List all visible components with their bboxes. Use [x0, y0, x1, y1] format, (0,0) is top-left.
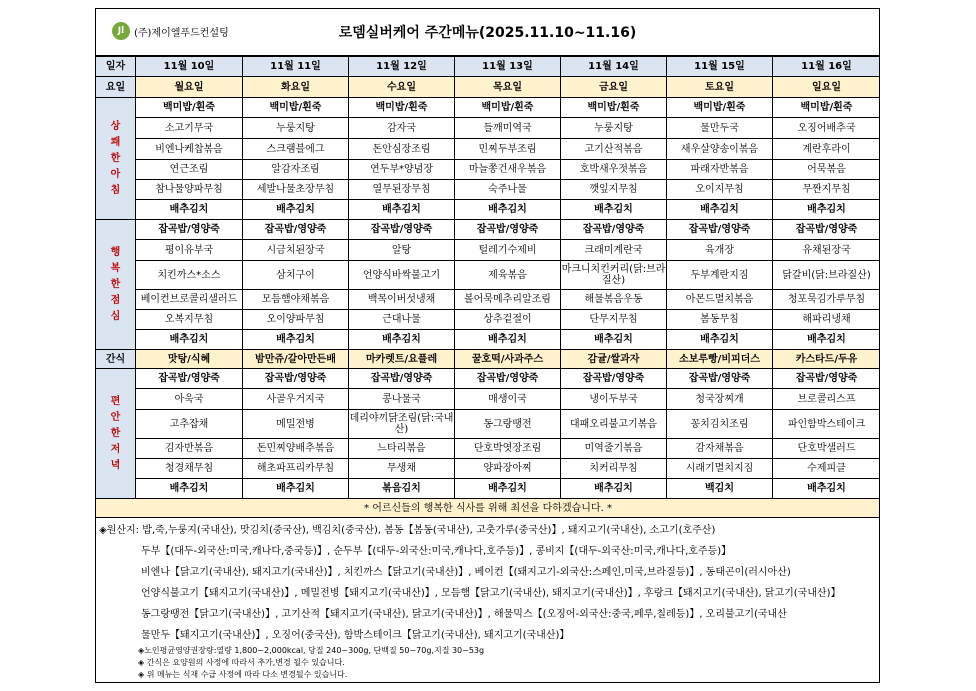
menu-item: 제육볶음 — [455, 261, 561, 290]
menu-item: 물만두국 — [667, 118, 773, 139]
menu-item: 누룽지탕 — [243, 118, 349, 139]
menu-item: 새우살양송이볶음 — [667, 139, 773, 160]
snack-cell: 밤만쥬/갈아만든배 — [243, 350, 349, 369]
menu-item: 김자반볶음 — [136, 439, 243, 459]
menu-item: 고추잡채 — [136, 410, 243, 439]
menu-item: 잡곡밥/영양죽 — [349, 369, 455, 389]
menu-item: 청포묵김가루무침 — [773, 290, 881, 310]
footnotes — [96, 645, 879, 681]
date-cell: 11월 15일 — [667, 57, 773, 77]
menu-item: 배추김치 — [243, 330, 349, 350]
menu-item: 평이유부국 — [136, 240, 243, 261]
menu-item: 해물볶음우동 — [561, 290, 667, 310]
menu-item: 백목이버섯냉채 — [349, 290, 455, 310]
menu-item: 돈안심장조림 — [349, 139, 455, 160]
snack-cell: 감귤/쌀과자 — [561, 350, 667, 369]
snack-cell: 소보루빵/비피더스 — [667, 350, 773, 369]
menu-item: 치킨까스*소스 — [136, 261, 243, 290]
date-cell: 11월 10일 — [136, 57, 243, 77]
menu-item: 잡곡밥/영양죽 — [667, 220, 773, 240]
menu-item: 잡곡밥/영양죽 — [455, 369, 561, 389]
menu-item: 잡곡밥/영양죽 — [667, 369, 773, 389]
menu-item: 마늘쫑건새우볶음 — [455, 160, 561, 180]
menu-item: 닭갈비(닭:브라질산) — [773, 261, 881, 290]
menu-item: 매생이국 — [455, 389, 561, 410]
meal-row — [96, 410, 881, 439]
meal-row — [96, 180, 881, 200]
menu-item: 배추김치 — [136, 200, 243, 220]
menu-item: 잡곡밥/영양죽 — [561, 220, 667, 240]
menu-item: 단무지무침 — [561, 310, 667, 330]
menu-item: 배추김치 — [561, 200, 667, 220]
note-row — [96, 499, 881, 518]
menu-item: 언양식바싹불고기 — [349, 261, 455, 290]
menu-item: 오이지무침 — [667, 180, 773, 200]
menu-item: 배추김치 — [455, 200, 561, 220]
snack-cell: 마카렛트/요플레 — [349, 350, 455, 369]
menu-item: 연두부*양념장 — [349, 160, 455, 180]
menu-item: 배추김치 — [773, 479, 881, 499]
menu-item: 청경채무침 — [136, 459, 243, 479]
menu-item: 근대나물 — [349, 310, 455, 330]
menu-item: 비엔나케찹볶음 — [136, 139, 243, 160]
menu-item: 백미밥/흰죽 — [773, 98, 881, 118]
menu-item: 배추김치 — [667, 200, 773, 220]
menu-item: 배추김치 — [667, 330, 773, 350]
menu-item: 배추김치 — [136, 479, 243, 499]
meal-row — [96, 98, 881, 118]
leaf-logo-icon: Jl — [112, 22, 130, 40]
footnote: ◈ 간식은 요양원의 사정에 따라서 추가,변경 될수 있습니다. — [138, 658, 345, 667]
menu-item: 해파리냉채 — [773, 310, 881, 330]
menu-item: 무짠지무침 — [773, 180, 881, 200]
menu-item: 베이컨브로콜리샐러드 — [136, 290, 243, 310]
menu-item: 백미밥/흰죽 — [561, 98, 667, 118]
menu-item: 유채된장국 — [773, 240, 881, 261]
menu-item: 육개장 — [667, 240, 773, 261]
menu-item: 털레기수제비 — [455, 240, 561, 261]
menu-item: 콩나물국 — [349, 389, 455, 410]
footnote: ◈노인평균영양권장량:열량 1,800~2,000kcal, 당질 240~300g, 단백질 50~70g,지질 30~53g — [138, 646, 485, 655]
meal-row — [96, 220, 881, 240]
menu-item: 모듬햄야채볶음 — [243, 290, 349, 310]
meal-row — [96, 160, 881, 180]
menu-item: 봄동무침 — [667, 310, 773, 330]
menu-item: 오이양파무침 — [243, 310, 349, 330]
menu-item: 배추김치 — [349, 330, 455, 350]
menu-item: 아욱국 — [136, 389, 243, 410]
menu-item: 두부계란지짐 — [667, 261, 773, 290]
menu-item: 오복지무침 — [136, 310, 243, 330]
menu-item: 브로콜리스프 — [773, 389, 881, 410]
meal-row — [96, 200, 881, 220]
menu-item: 배추김치 — [243, 200, 349, 220]
menu-item: 잡곡밥/영양죽 — [561, 369, 667, 389]
snack-cell: 꿀호떡/사과주스 — [455, 350, 561, 369]
origin-line: 물만두【돼지고기(국내산)】, 오징어(중국산), 함박스테이크【닭고기(국내산), 돼지고기(국내산)】 — [141, 630, 570, 641]
menu-item: 해초파프리카무침 — [243, 459, 349, 479]
menu-item: 대패오리불고기볶음 — [561, 410, 667, 439]
menu-item: 들깨미역국 — [455, 118, 561, 139]
weekday-cell: 수요일 — [349, 77, 455, 98]
sheet-header — [96, 9, 879, 56]
menu-item: 청국장찌개 — [667, 389, 773, 410]
menu-item: 배추김치 — [136, 330, 243, 350]
date-cell: 11월 11일 — [243, 57, 349, 77]
weekday-cell: 금요일 — [561, 77, 667, 98]
meal-label: 편안한저녁 — [96, 369, 136, 499]
meal-row — [96, 439, 881, 459]
weekly-menu-table — [95, 56, 880, 518]
weekday-cell: 일요일 — [773, 77, 881, 98]
menu-item: 메밀전병 — [243, 410, 349, 439]
date-row — [96, 57, 881, 77]
origin-info — [96, 520, 879, 646]
menu-item: 시래기멸치지짐 — [667, 459, 773, 479]
menu-item: 감자국 — [349, 118, 455, 139]
menu-item: 배추김치 — [455, 479, 561, 499]
menu-item: 백미밥/흰죽 — [667, 98, 773, 118]
menu-item: 잡곡밥/영양죽 — [455, 220, 561, 240]
origin-line: 동그랑땡전【닭고기(국내산)】, 고기산적【돼지고기(국내산), 닭고기(국내산)】, 해물믹스【(오징어-외국산:중국,페루,칠레등)】, 오리불고기(국내산 — [141, 609, 787, 620]
menu-item: 단호박샐러드 — [773, 439, 881, 459]
origin-line: 두부【(대두-외국산:미국,캐나다,중국등)】, 순두부【(대두-외국산:미국,캐나다,호주등)】, 콩비지【(대두-외국산:미국,캐나다,호주등)】 — [141, 546, 732, 557]
menu-item: 열무된장무침 — [349, 180, 455, 200]
menu-item: 사골우거지국 — [243, 389, 349, 410]
menu-item: 배추김치 — [349, 200, 455, 220]
menu-item: 누룽지탕 — [561, 118, 667, 139]
menu-item: 수제피클 — [773, 459, 881, 479]
menu-item: 연근조림 — [136, 160, 243, 180]
date-cell: 11월 16일 — [773, 57, 881, 77]
meal-row — [96, 330, 881, 350]
meal-row — [96, 459, 881, 479]
menu-item: 알탕 — [349, 240, 455, 261]
meal-row — [96, 290, 881, 310]
menu-item: 파인함박스테이크 — [773, 410, 881, 439]
menu-item: 배추김치 — [243, 479, 349, 499]
menu-item: 꽁치김치조림 — [667, 410, 773, 439]
menu-item: 소고기무국 — [136, 118, 243, 139]
weekday-cell: 토요일 — [667, 77, 773, 98]
menu-item: 백미밥/흰죽 — [349, 98, 455, 118]
date-cell: 11월 13일 — [455, 57, 561, 77]
menu-item: 백김치 — [667, 479, 773, 499]
meal-label: 행복한점심 — [96, 220, 136, 350]
meal-row — [96, 139, 881, 160]
menu-item: 배추김치 — [561, 479, 667, 499]
snack-cell: 카스타드/두유 — [773, 350, 881, 369]
footnote: ◈ 위 메뉴는 식재 수급 사정에 따라 다소 변경될수 있습니다. — [138, 670, 348, 679]
menu-item: 삼치구이 — [243, 261, 349, 290]
meal-row — [96, 261, 881, 290]
menu-item: 무생채 — [349, 459, 455, 479]
meal-row — [96, 240, 881, 261]
date-cell: 11월 12일 — [349, 57, 455, 77]
page-title: 로뎀실버케어 주간메뉴(2025.11.10~11.16) — [338, 25, 637, 41]
menu-item: 배추김치 — [455, 330, 561, 350]
menu-item: 돈민찌양배추볶음 — [243, 439, 349, 459]
menu-item: 숙주나물 — [455, 180, 561, 200]
menu-item: 상추겉절이 — [455, 310, 561, 330]
menu-item: 스크램블에그 — [243, 139, 349, 160]
snack-cell: 맛탕/식혜 — [136, 350, 243, 369]
menu-item: 알감자조림 — [243, 160, 349, 180]
menu-item: 양파장아찌 — [455, 459, 561, 479]
menu-item: 치커리무침 — [561, 459, 667, 479]
closing-note: * 어르신들의 행복한 식사를 위해 최선을 다하겠습니다. * — [96, 499, 881, 518]
menu-item: 시금치된장국 — [243, 240, 349, 261]
weekday-row — [96, 77, 881, 98]
snack-row — [96, 350, 881, 369]
snack-label: 간식 — [96, 350, 136, 369]
menu-item: 백미밥/흰죽 — [136, 98, 243, 118]
meal-row — [96, 389, 881, 410]
meal-row — [96, 479, 881, 499]
menu-item: 호박새우젓볶음 — [561, 160, 667, 180]
menu-item: 잡곡밥/영양죽 — [349, 220, 455, 240]
weekday-cell: 월요일 — [136, 77, 243, 98]
menu-item: 백미밥/흰죽 — [243, 98, 349, 118]
menu-item: 크래미계란국 — [561, 240, 667, 261]
menu-item: 잡곡밥/영양죽 — [136, 220, 243, 240]
menu-item: 깻잎지무침 — [561, 180, 667, 200]
weekday-cell: 목요일 — [455, 77, 561, 98]
menu-item: 단호박엿장조림 — [455, 439, 561, 459]
menu-item: 볼어묵메추리알조림 — [455, 290, 561, 310]
menu-item: 배추김치 — [773, 200, 881, 220]
menu-item: 냉이두부국 — [561, 389, 667, 410]
menu-item: 잡곡밥/영양죽 — [136, 369, 243, 389]
menu-item: 참나물양파무침 — [136, 180, 243, 200]
origin-line: 언양식불고기【돼지고기(국내산)】, 메밀전병【돼지고기(국내산)】, 모듬햄【닭고기(국내산), 돼지고기(국내산)】, 후랑크【돼지고기(국내산), 닭고기(국내산)】 — [141, 588, 841, 599]
menu-item: 미역줄기볶음 — [561, 439, 667, 459]
weekday-cell: 화요일 — [243, 77, 349, 98]
menu-item: 느타리볶음 — [349, 439, 455, 459]
meal-label: 상쾌한아침 — [96, 98, 136, 220]
origin-line: 비엔나【닭고기(국내산), 돼지고기(국내산)】, 치킨까스【닭고기(국내산)】, 베이컨【(돼지고기-외국산:스페인,미국,브라질등)】, 동태곤이(러시아산) — [141, 567, 791, 578]
meal-row — [96, 310, 881, 330]
menu-item: 고기산적볶음 — [561, 139, 667, 160]
menu-item: 어묵볶음 — [773, 160, 881, 180]
menu-item: 아몬드멸치볶음 — [667, 290, 773, 310]
menu-item: 잡곡밥/영양죽 — [243, 220, 349, 240]
menu-item: 볶음김치 — [349, 479, 455, 499]
menu-sheet — [95, 8, 880, 683]
meal-row — [96, 118, 881, 139]
menu-item: 백미밥/흰죽 — [455, 98, 561, 118]
menu-item: 동그랑땡전 — [455, 410, 561, 439]
menu-item: 파래자반볶음 — [667, 160, 773, 180]
menu-item: 잡곡밥/영양죽 — [243, 369, 349, 389]
meal-row — [96, 369, 881, 389]
date-cell: 11월 14일 — [561, 57, 667, 77]
menu-item: 데리야끼닭조림(닭:국내산) — [349, 410, 455, 439]
menu-item: 마크니치킨커리(닭:브라질산) — [561, 261, 667, 290]
menu-item: 잡곡밥/영양죽 — [773, 369, 881, 389]
menu-item: 민찌두부조림 — [455, 139, 561, 160]
origin-line: ◈원산지: 밥,죽,누룽지(국내산), 맛김치(중국산), 백김치(중국산), 봄동【봄동(국내산), 고춧가루(중국산)】, 돼지고기(국내산), 소고기(호주산) — [99, 525, 716, 536]
menu-item: 오징어배추국 — [773, 118, 881, 139]
menu-item: 배추김치 — [561, 330, 667, 350]
company-name: (주)제이엘푸드컨설팅 — [134, 27, 229, 39]
menu-item: 계란후라이 — [773, 139, 881, 160]
menu-item: 잡곡밥/영양죽 — [773, 220, 881, 240]
menu-item: 감자채볶음 — [667, 439, 773, 459]
menu-item: 세발나물초장무침 — [243, 180, 349, 200]
date-label: 일자 — [96, 57, 136, 77]
menu-item: 배추김치 — [773, 330, 881, 350]
weekday-label: 요일 — [96, 77, 136, 98]
